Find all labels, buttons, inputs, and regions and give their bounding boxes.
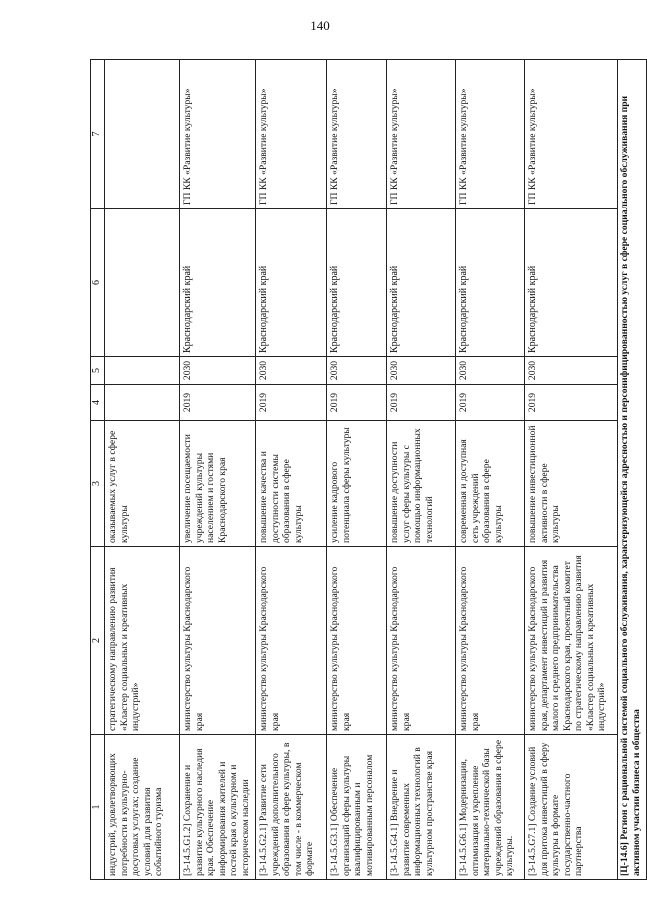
program-cell: ГП КК «Развитие культуры»: [387, 60, 456, 209]
result-cell: усиление кадрового потенциала сферы культуры: [327, 421, 387, 547]
responsible-cell: министерство культуры Краснодарского края: [387, 547, 456, 735]
program-cell: ГП КК «Развитие культуры»: [256, 60, 327, 209]
end-year-cell: 2030: [456, 357, 525, 385]
responsible-cell: министерство культуры Краснодарского края: [180, 547, 256, 735]
program-cell: [105, 60, 180, 209]
header-col-6: 6: [91, 209, 105, 357]
program-cell: ГП КК «Развитие культуры»: [327, 60, 387, 209]
header-col-1: 1: [91, 735, 105, 880]
responsible-cell: министерство культуры Краснодарского края: [456, 547, 525, 735]
table-row: [525, 60, 618, 880]
table-row: [256, 60, 327, 880]
end-year-cell: 2030: [387, 357, 456, 385]
responsible-cell: министерство культуры Краснодарского края, департамент инвестиций и развития малого и среднего предпринимательства Краснодарского края, проектный комитет по стратегическому направлению развития «Кластер социальных и креативных индустрий»: [525, 547, 618, 735]
measure-cell: [3-14.5.G1.2] Сохранение и развитие культурного наследия края. Обеспечение информирования жителей и гостей края о культурном и историческом наследии: [180, 735, 256, 880]
territory-cell: Краснодарский край: [387, 209, 456, 357]
table-row: [387, 60, 456, 880]
table-row: [327, 60, 387, 880]
start-year-cell: 2019: [525, 385, 618, 421]
result-cell: повышение доступности услуг сферы культуры с помощью информационных технологий: [387, 421, 456, 547]
territory-cell: Краснодарский край: [456, 209, 525, 357]
table-row: [456, 60, 525, 880]
start-year-cell: [105, 385, 180, 421]
responsible-cell: стратегическому направлению развития «Кластер социальных и креативных индустрий»: [105, 547, 180, 735]
goal-text: [Ц-14.6] Регион с рациональной системой социального обслуживания, характеризующейся адресностью и персонифицированностью услуг в сфере социального обслуживания при активном участии бизнеса и общества: [618, 60, 647, 880]
header-col-7: 7: [91, 60, 105, 209]
start-year-cell: 2019: [180, 385, 256, 421]
responsible-cell: министерство культуры Краснодарского края: [327, 547, 387, 735]
header-col-3: 3: [91, 421, 105, 547]
end-year-cell: 2030: [525, 357, 618, 385]
program-cell: ГП КК «Развитие культуры»: [456, 60, 525, 209]
start-year-cell: 2019: [387, 385, 456, 421]
end-year-cell: 2030: [256, 357, 327, 385]
rotated-table-wrapper: [90, 60, 642, 880]
program-cell: ГП КК «Развитие культуры»: [180, 60, 256, 209]
goal-row: [618, 60, 647, 880]
measure-cell: [3-14.5.G4.1] Внедрение и развитие современных информационных технологий в культурном пространстве края: [387, 735, 456, 880]
end-year-cell: [105, 357, 180, 385]
territory-cell: Краснодарский край: [180, 209, 256, 357]
measure-cell: [3-14.5.G2.1] Развитие сети учреждений дополнительного образования в сфере культуры, в том числе - в коммерческом формате: [256, 735, 327, 880]
responsible-cell: министерство культуры Краснодарского края: [256, 547, 327, 735]
result-cell: увеличение посещаемости учреждений культуры населением и гостями Краснодарского края: [180, 421, 256, 547]
measure-cell: индустрий, удовлетворяющих потребности в культурно-досуговых услугах; создание условий для развития событийного туризма: [105, 735, 180, 880]
measures-table: [90, 59, 647, 880]
start-year-cell: 2019: [327, 385, 387, 421]
program-cell: ГП КК «Развитие культуры»: [525, 60, 618, 209]
measure-cell: [3-14.5.G3.1] Обеспечение организаций сферы культуры квалифицированным и мотивированным персоналом: [327, 735, 387, 880]
territory-cell: [105, 209, 180, 357]
start-year-cell: 2019: [456, 385, 525, 421]
territory-cell: Краснодарский край: [327, 209, 387, 357]
measure-cell: [3-14.5.G6.1] Модернизация, оптимизация и укрепление материально-технической базы учреждений образования в сфере культуры.: [456, 735, 525, 880]
header-col-2: 2: [91, 547, 105, 735]
page-number: 140: [310, 18, 330, 33]
header-col-5: 5: [91, 357, 105, 385]
territory-cell: Краснодарский край: [256, 209, 327, 357]
measure-cell: [3-14.5.G7.1] Создание условий для притока инвестиций в сферу культуры в формате государственно-частного партнерства: [525, 735, 618, 880]
start-year-cell: 2019: [256, 385, 327, 421]
header-row: [91, 60, 105, 880]
territory-cell: Краснодарский край: [525, 209, 618, 357]
result-cell: оказываемых услуг в сфере культуры: [105, 421, 180, 547]
result-cell: повышение инвестиционной активности в сфере культуры: [525, 421, 618, 547]
end-year-cell: 2030: [180, 357, 256, 385]
result-cell: современная и доступная сеть учреждений образования в сфере культуры: [456, 421, 525, 547]
header-col-4: 4: [91, 385, 105, 421]
table-row: [105, 60, 180, 880]
end-year-cell: 2030: [327, 357, 387, 385]
result-cell: повышение качества и доступности системы образования в сфере культуры: [256, 421, 327, 547]
table-row: [180, 60, 256, 880]
